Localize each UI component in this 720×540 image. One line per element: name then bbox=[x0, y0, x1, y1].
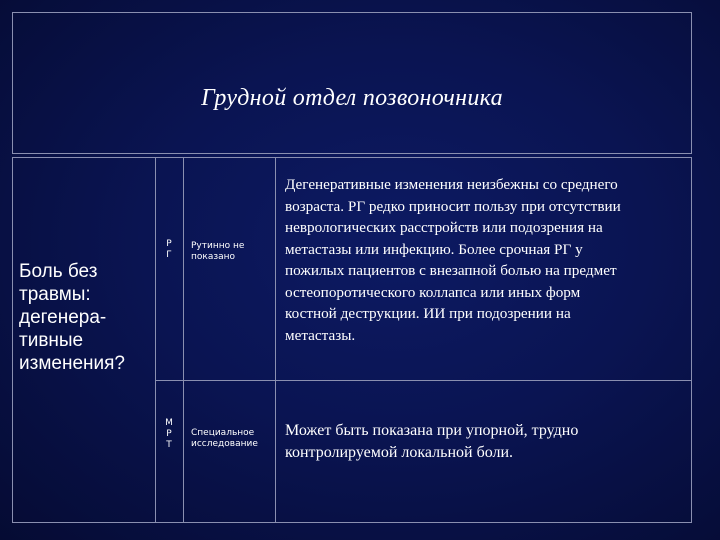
row-header-line: дегенера- bbox=[19, 307, 107, 328]
method-letter: Р bbox=[166, 239, 172, 249]
description-line: возраста. РГ редко приносит пользу при отсутствии bbox=[285, 197, 621, 215]
recommendation-line: показано bbox=[191, 252, 236, 262]
row-header-line: Боль без bbox=[19, 261, 98, 282]
recommendation-line: Рутинно не bbox=[191, 241, 245, 251]
recommendation-line: Специальное bbox=[191, 428, 255, 438]
description-line: контролируемой локальной боли. bbox=[285, 443, 514, 461]
recommendation-mrt bbox=[191, 428, 269, 450]
recommendation-table bbox=[12, 157, 692, 523]
description-mrt bbox=[285, 420, 685, 463]
method-letter: М bbox=[165, 418, 173, 428]
method-letter: Р bbox=[166, 429, 172, 439]
column-divider-2 bbox=[183, 158, 184, 522]
description-line: пожилых пациентов с внезапной болью на предмет bbox=[285, 262, 617, 279]
title-frame bbox=[12, 12, 692, 154]
description-line: метастазы или инфекцию. Более срочная РГ у bbox=[285, 240, 583, 258]
column-divider-3 bbox=[275, 158, 276, 522]
method-abbr-rg bbox=[164, 239, 174, 261]
description-line: Может быть показана при упорной, трудно bbox=[285, 422, 579, 439]
slide-title: Грудной отдел позвоночника bbox=[201, 85, 503, 111]
row-header-line: тивные bbox=[19, 330, 84, 351]
description-line: неврологических расстройств или подозрения на bbox=[285, 219, 603, 236]
recommendation-line: исследование bbox=[191, 439, 258, 449]
row-header-line: травмы: bbox=[19, 284, 91, 305]
method-letter: Т bbox=[166, 440, 172, 450]
description-line: Дегенеративные изменения неизбежны со среднего bbox=[285, 176, 618, 193]
description-line: остеопоротического коллапса или иных форм bbox=[285, 283, 581, 301]
row-header bbox=[19, 260, 159, 375]
method-letter: Г bbox=[166, 250, 172, 260]
method-abbr-mrt bbox=[164, 418, 174, 451]
row-divider bbox=[155, 380, 691, 381]
description-line: метастазы. bbox=[285, 326, 356, 344]
description-rg bbox=[285, 174, 685, 346]
description-line: костной деструкции. ИИ при подозрении на bbox=[285, 305, 571, 322]
row-header-line: изменения? bbox=[19, 353, 125, 374]
recommendation-rg bbox=[191, 241, 269, 263]
